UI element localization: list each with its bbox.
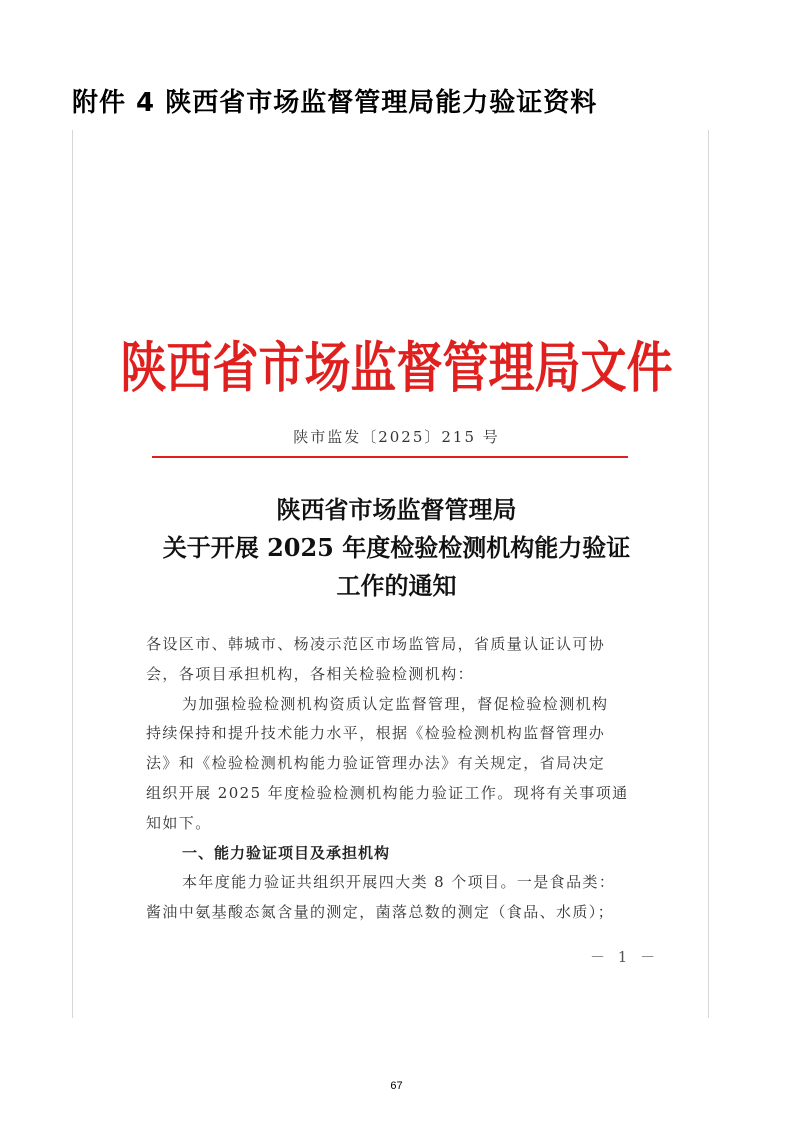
notice-title-line-2: 关于开展 2025 年度检验检测机构能力验证 [162,533,631,562]
red-separator-line [152,456,628,458]
notice-body [146,630,646,928]
body-line: 各设区市、韩城市、杨凌示范区市场监管局，省质量认证认可协 [146,635,606,653]
body-line: 持续保持和提升技术能力水平，根据《检验检测机构监督管理办 [146,724,606,743]
page-footer-number: 67 [390,1080,403,1092]
section-line: 本年度能力验证共组织开展四大类 8 个项目。一是食品类： [182,873,616,892]
section-line: 酱油中氨基酸态氮含量的测定，菌落总数的测定（食品、水质）； [146,903,615,922]
document-number: 陕市监发〔2025〕215 号 [293,428,500,446]
attachment-title: 附件 4 陕西省市场监督管理局能力验证资料 [72,88,598,118]
body-line: 组织开展 2025 年度检验检测机构能力验证工作。现将有关事项通 [146,783,629,802]
document-masthead: 陕西省市场监督管理局文件 [120,335,673,400]
body-line: 法》和《检验检测机构能力验证管理办法》有关规定，省局决定 [146,754,606,773]
section-heading: 一、能力验证项目及承担机构 [182,843,391,862]
notice-title [0,491,793,605]
body-line: 会，各项目承担机构，各相关检验检测机构： [146,664,475,683]
body-line: 知如下。 [146,813,212,832]
notice-title-line-1: 陕西省市场监督管理局 [276,495,517,524]
inner-page-number: － 1 － [590,948,660,966]
body-line: 为加强检验检测机构资质认定监督管理，督促检验检测机构 [182,694,609,713]
notice-title-line-3: 工作的通知 [336,571,457,600]
